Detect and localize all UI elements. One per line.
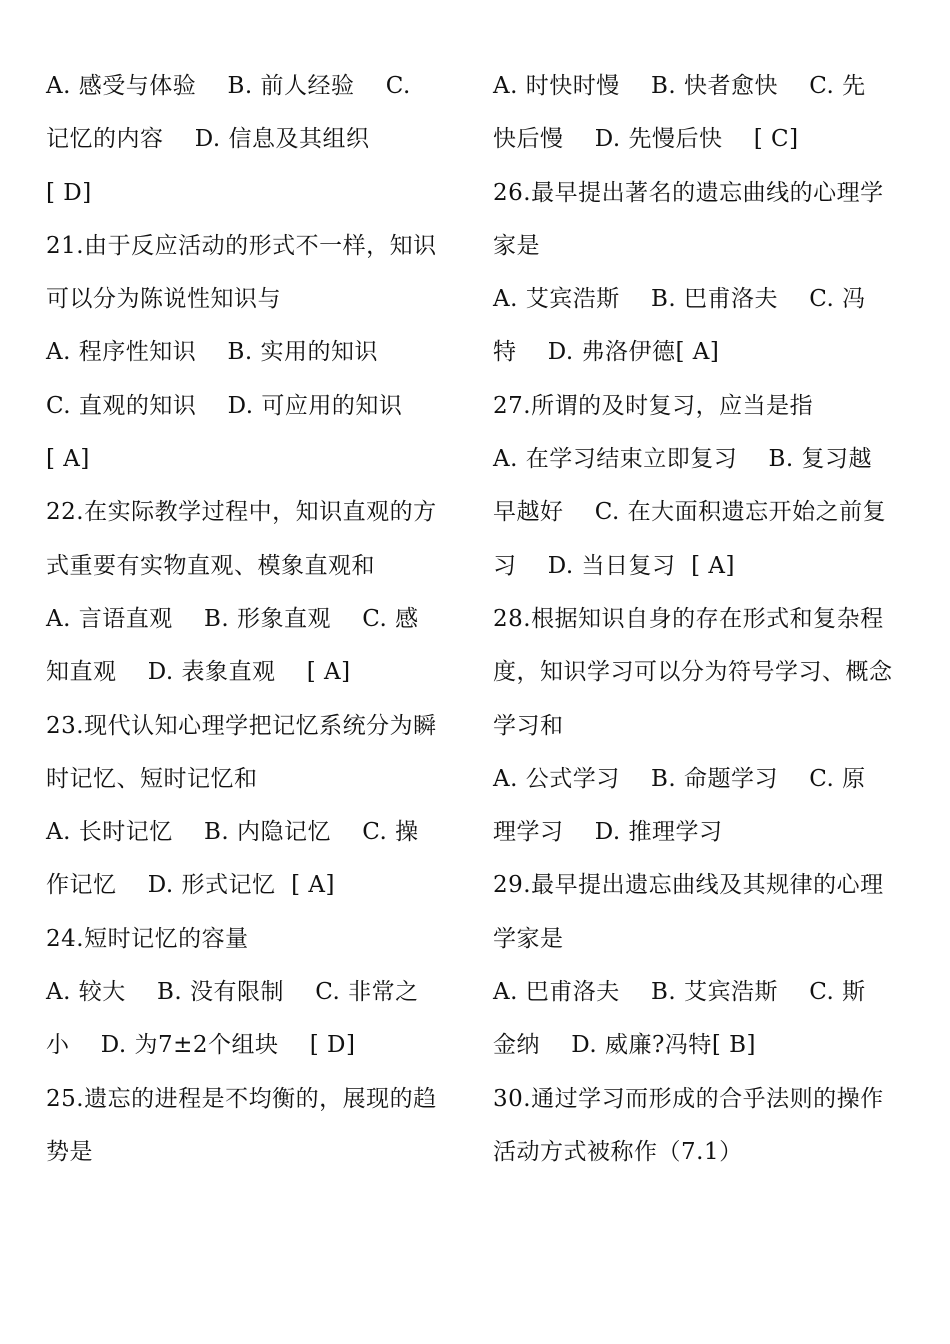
question-24: 24.短时记忆的容量 — [46, 925, 249, 952]
options-line: 小 D. 为7±2个组块 [ D] — [46, 1032, 356, 1059]
text-line: 式重要有实物直观、模象直观和 — [46, 552, 375, 579]
options-line: A. 程序性知识 B. 实用的知识 — [46, 339, 378, 366]
text-line: 活动方式被称作（7.1） — [493, 1138, 743, 1165]
options-line: A. 巴甫洛夫 B. 艾宾浩斯 C. 斯 — [493, 979, 866, 1006]
options-line: A. 言语直观 B. 形象直观 C. 感 — [46, 605, 419, 632]
question-23: 23.现代认知心理学把记忆系统分为瞬 — [46, 712, 437, 739]
options-line: 作记忆 D. 形式记忆 [ A] — [46, 872, 335, 899]
options-line: A. 时快时慢 B. 快者愈快 C. 先 — [493, 73, 866, 99]
right-column — [493, 60, 913, 1179]
question-25: 25.遗忘的进程是不均衡的，展现的趋 — [46, 1085, 437, 1112]
text-line: 势是 — [46, 1138, 93, 1165]
options-line: 知直观 D. 表象直观 [ A] — [46, 659, 351, 686]
answer-line: [ D] — [46, 179, 92, 206]
text-line: 记忆的内容 D. 信息及其组织 — [46, 126, 370, 153]
text-line: 时记忆、短时记忆和 — [46, 765, 258, 792]
left-column — [46, 60, 456, 1179]
options-line: 金纳 D. 威廉?冯特[ B] — [493, 1032, 756, 1059]
question-21: 21.由于反应活动的形式不一样，知识 — [46, 232, 437, 259]
text-line: 度，知识学习可以分为符号学习、概念 — [493, 659, 893, 686]
text-line: 学习和 — [493, 712, 564, 739]
options-line: A. 较大 B. 没有限制 C. 非常之 — [46, 979, 419, 1006]
question-22: 22.在实际教学过程中，知识直观的方 — [46, 499, 437, 526]
text-line: 学家是 — [493, 925, 564, 952]
options-line: 习 D. 当日复习 [ A] — [493, 552, 735, 579]
options-line: 早越好 C. 在大面积遗忘开始之前复 — [493, 499, 887, 526]
question-28: 28.根据知识自身的存在形式和复杂程 — [493, 605, 884, 632]
options-line: A. 艾宾浩斯 B. 巴甫洛夫 C. 冯 — [493, 286, 866, 313]
options-line: C. 直观的知识 D. 可应用的知识 — [46, 392, 403, 419]
question-26: 26.最早提出著名的遗忘曲线的心理学 — [493, 179, 884, 206]
options-line: A. 公式学习 B. 命题学习 C. 原 — [493, 765, 866, 792]
question-29: 29.最早提出遗忘曲线及其规律的心理 — [493, 872, 884, 899]
options-line: 快后慢 D. 先慢后快 [ C] — [493, 126, 799, 153]
text-line: 可以分为陈说性知识与 — [46, 286, 281, 313]
question-30: 30.通过学习而形成的合乎法则的操作 — [493, 1085, 884, 1112]
options-line: A. 在学习结束立即复习 B. 复习越 — [493, 446, 872, 473]
options-line: 理学习 D. 推理学习 — [493, 819, 723, 846]
text-line: 家是 — [493, 232, 540, 259]
text-line: A. 感受与体验 B. 前人经验 C. — [46, 73, 411, 99]
answer-line: [ A] — [46, 446, 90, 473]
question-27: 27.所谓的及时复习，应当是指 — [493, 392, 814, 419]
options-line: 特 D. 弗洛伊德[ A] — [493, 339, 720, 366]
options-line: A. 长时记忆 B. 内隐记忆 C. 操 — [46, 819, 419, 846]
